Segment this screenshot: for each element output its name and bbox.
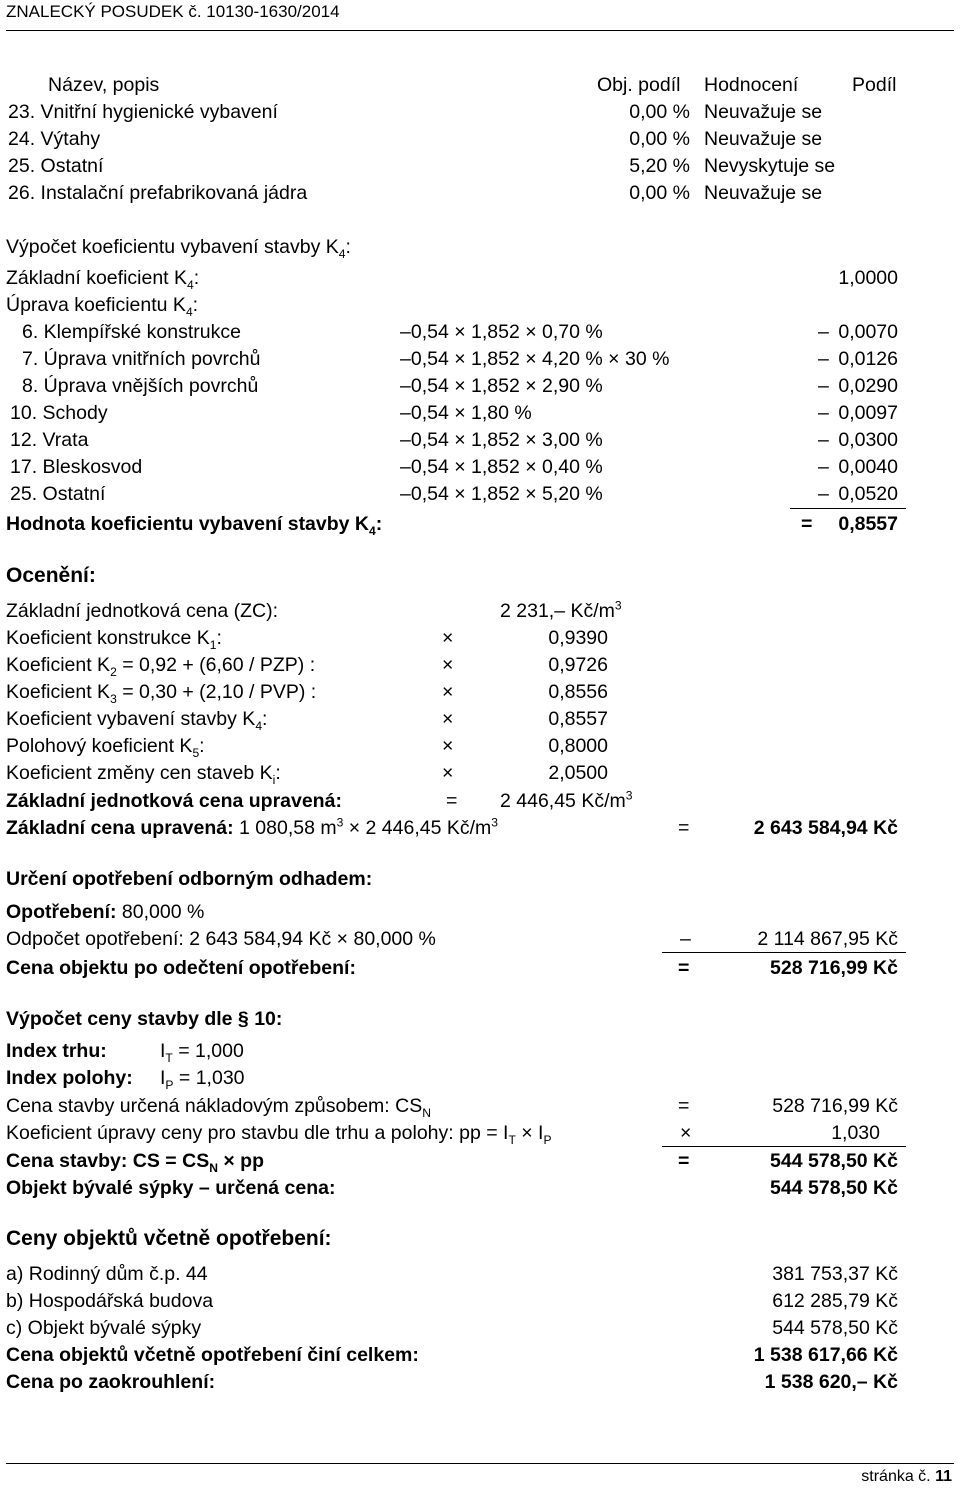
table-row-rating: Neuvažuje se: [704, 182, 823, 204]
coef-label: Koeficient konstrukce $K_1$:: [6, 627, 222, 652]
coef-value: 2,0500: [548, 762, 608, 784]
coef-value: 0,8000: [548, 735, 608, 757]
adjusted-unit-label: Základní jednotková cena upravená:: [6, 790, 342, 812]
header-rule: [6, 30, 954, 31]
building-price-value: 544 578,50 Kč: [770, 1150, 898, 1172]
k4-row-formula: –0,54 × 1,852 × 4,20 % × 30 %: [400, 348, 670, 370]
zc-value: 2 231,– $Kč/m^3$: [500, 598, 622, 622]
coef-label: Koeficient $K_2 = 0,92 + (6,60 / PZP)$ :: [6, 654, 316, 679]
building-price-label: Cena stavby: CS = $CS_N$ × pp: [6, 1150, 264, 1175]
k4-result-sign: =: [801, 513, 813, 535]
k4-base-label: Základní koeficient $K_4$:: [6, 267, 200, 292]
final-price-label: Objekt bývalé sýpky – určená cena:: [6, 1177, 336, 1199]
k4-row-value: 0,0126: [838, 348, 898, 370]
k4-row-name: 6. Klempířské konstrukce: [22, 321, 241, 343]
k4-row-value: 0,0300: [838, 429, 898, 451]
zc-label: Základní jednotková cena (ZC):: [6, 600, 279, 622]
table-row-share: 5,20 %: [629, 155, 690, 177]
k4-result-label: Hodnota koeficientu vybavení stavby $K_4$:: [6, 513, 383, 538]
k4-row-name: 25. Ostatní: [10, 483, 106, 505]
k4-row-value: 0,0520: [838, 483, 898, 505]
adjust-coef-label: Koeficient úpravy ceny pro stavbu dle trhu a polohy: pp = $I_T \times I_P$: [6, 1122, 552, 1147]
summary-item-label: a) Rodinný dům č.p. 44: [6, 1263, 208, 1285]
table-row-rating: Neuvažuje se: [704, 101, 823, 123]
adjust-coef-op: ×: [680, 1122, 692, 1144]
k4-row-formula: –0,54 × 1,852 × 3,00 %: [400, 429, 603, 451]
coef-op: ×: [442, 681, 454, 703]
table-row-share: 0,00 %: [629, 128, 690, 150]
k4-sum-rule: [790, 508, 906, 509]
k4-row-value: 0,0290: [838, 375, 898, 397]
table-row-share: 0,00 %: [629, 182, 690, 204]
wear-after-op: =: [678, 957, 690, 979]
wear-after-label: Cena objektu po odečtení opotřebení:: [6, 957, 356, 979]
k4-row-sign: –: [818, 483, 829, 505]
k4-row-name: 7. Úprava vnitřních povrchů: [22, 348, 261, 370]
footer-rule: [6, 1463, 954, 1464]
col-rating-header: Hodnocení: [704, 74, 799, 96]
k4-row-value: 0,0070: [838, 321, 898, 343]
coef-op: ×: [442, 735, 454, 757]
wear-line: Opotřebení: 80,000 %: [6, 901, 205, 923]
table-row-name: 25. Ostatní: [8, 155, 104, 177]
k4-row-name: 8. Úprava vnějších povrchů: [22, 375, 259, 397]
coef-value: 0,9390: [548, 627, 608, 649]
table-row-rating: Nevyskytuje se: [704, 155, 836, 177]
coef-label: Koeficient vybavení stavby $K_4$:: [6, 708, 268, 733]
coef-op: ×: [442, 654, 454, 676]
cost-method-op: =: [678, 1095, 690, 1117]
col-share-header: Obj. podíl: [597, 74, 681, 96]
coef-label: Koeficient změny cen staveb $K_i$:: [6, 762, 281, 787]
valuation-title: Ocenění:: [6, 564, 96, 587]
k4-row-sign: –: [818, 321, 829, 343]
k4-row-name: 10. Schody: [10, 402, 108, 424]
position-index-label: Index polohy:: [6, 1067, 133, 1089]
coef-op: ×: [442, 762, 454, 784]
coef-op: ×: [442, 708, 454, 730]
table-row-name: 26. Instalační prefabrikovaná jádra: [8, 182, 308, 204]
adjusted-price-line: Základní cena upravená: 1 080,58 $m^3 \times 2$ 446,45 $Kč/m^3$: [6, 815, 498, 839]
summary-title: Ceny objektů včetně opotřebení:: [6, 1227, 332, 1250]
final-price-value: 544 578,50 Kč: [770, 1177, 898, 1199]
adjusted-price-op: =: [678, 817, 690, 839]
wear-deduction-op: –: [680, 928, 691, 950]
coef-label: Koeficient $K_3 = 0,30 + (2,10 / PVP)$ :: [6, 681, 317, 706]
k4-result-value: 0,8557: [838, 513, 898, 535]
coef-value: 0,9726: [548, 654, 608, 676]
document-header: ZNALECKÝ POSUDEK č. 10130-1630/2014: [6, 2, 340, 21]
rounded-price-value: 1 538 620,– Kč: [764, 1371, 898, 1393]
summary-item-value: 544 578,50 Kč: [772, 1317, 898, 1339]
building-price-op: =: [678, 1150, 690, 1172]
table-row-name: 24. Výtahy: [8, 128, 101, 150]
k4-row-sign: –: [818, 348, 829, 370]
k4-row-sign: –: [818, 456, 829, 478]
summary-item-label: c) Objekt bývalé sýpky: [6, 1317, 202, 1339]
coef-label: Polohový koeficient $K_5$:: [6, 735, 205, 760]
k4-row-value: 0,0097: [838, 402, 898, 424]
market-index-label: Index trhu:: [6, 1040, 107, 1062]
summary-item-label: b) Hospodářská budova: [6, 1290, 214, 1312]
section10-title: Výpočet ceny stavby dle § 10:: [6, 1008, 283, 1030]
k4-row-formula: –0,54 × 1,852 × 5,20 %: [400, 483, 603, 505]
k4-adjust-label: Úprava koeficientu $K_4$:: [6, 294, 199, 319]
coef-value: 0,8556: [548, 681, 608, 703]
table-row-name: 23. Vnitřní hygienické vybavení: [8, 101, 278, 123]
k4-row-formula: –0,54 × 1,852 × 0,70 %: [400, 321, 603, 343]
k4-row-formula: –0,54 × 1,80 %: [400, 402, 532, 424]
page-number: stránka č. 11: [861, 1468, 952, 1485]
col-name-header: Název, popis: [48, 74, 160, 96]
coef-op: ×: [442, 627, 454, 649]
k4-row-formula: –0,54 × 1,852 × 0,40 %: [400, 456, 603, 478]
k4-row-name: 12. Vrata: [10, 429, 89, 451]
col-portion-header: Podíl: [852, 74, 897, 96]
k4-row-name: 17. Bleskosvod: [10, 456, 143, 478]
adjusted-unit-op: =: [446, 790, 458, 812]
cost-method-label: Cena stavby určená nákladovým způsobem: $CS_N$: [6, 1095, 431, 1120]
table-row-rating: Neuvažuje se: [704, 128, 823, 150]
summary-item-value: 612 285,79 Kč: [772, 1290, 898, 1312]
summary-total-value: 1 538 617,66 Kč: [753, 1344, 898, 1366]
adjusted-unit-value: 2 446,45 $Kč/m^3$: [500, 788, 633, 812]
k4-base-value: 1,0000: [838, 267, 898, 289]
summary-item-value: 381 753,37 Kč: [772, 1263, 898, 1285]
market-index-value: $I_T = 1,000$: [160, 1040, 244, 1065]
k4-row-formula: –0,54 × 1,852 × 2,90 %: [400, 375, 603, 397]
cost-method-value: 528 716,99 Kč: [772, 1095, 898, 1117]
coef-value: 0,8557: [548, 708, 608, 730]
wear-deduction-value: 2 114 867,95 Kč: [757, 928, 898, 950]
adjust-coef-value: 1,030: [831, 1122, 880, 1144]
wear-sum-rule: [662, 952, 906, 953]
section10-sum-rule: [662, 1146, 906, 1147]
k4-section-title: Výpočet koeficientu vybavení stavby $K_4$:: [6, 236, 351, 261]
k4-row-value: 0,0040: [838, 456, 898, 478]
wear-title: Určení opotřebení odborným odhadem:: [6, 868, 373, 890]
k4-row-sign: –: [818, 375, 829, 397]
table-row-share: 0,00 %: [629, 101, 690, 123]
position-index-value: $I_P = 1,030$: [160, 1067, 245, 1092]
summary-total-label: Cena objektů včetně opotřebení činí celkem:: [6, 1344, 419, 1366]
adjusted-price-value: 2 643 584,94 Kč: [753, 817, 898, 839]
wear-deduction-label: Odpočet opotřebení: 2 643 584,94 Kč × 80,000 %: [6, 928, 436, 950]
rounded-price-label: Cena po zaokrouhlení:: [6, 1371, 216, 1393]
k4-row-sign: –: [818, 429, 829, 451]
wear-after-value: 528 716,99 Kč: [770, 957, 898, 979]
k4-row-sign: –: [818, 402, 829, 424]
